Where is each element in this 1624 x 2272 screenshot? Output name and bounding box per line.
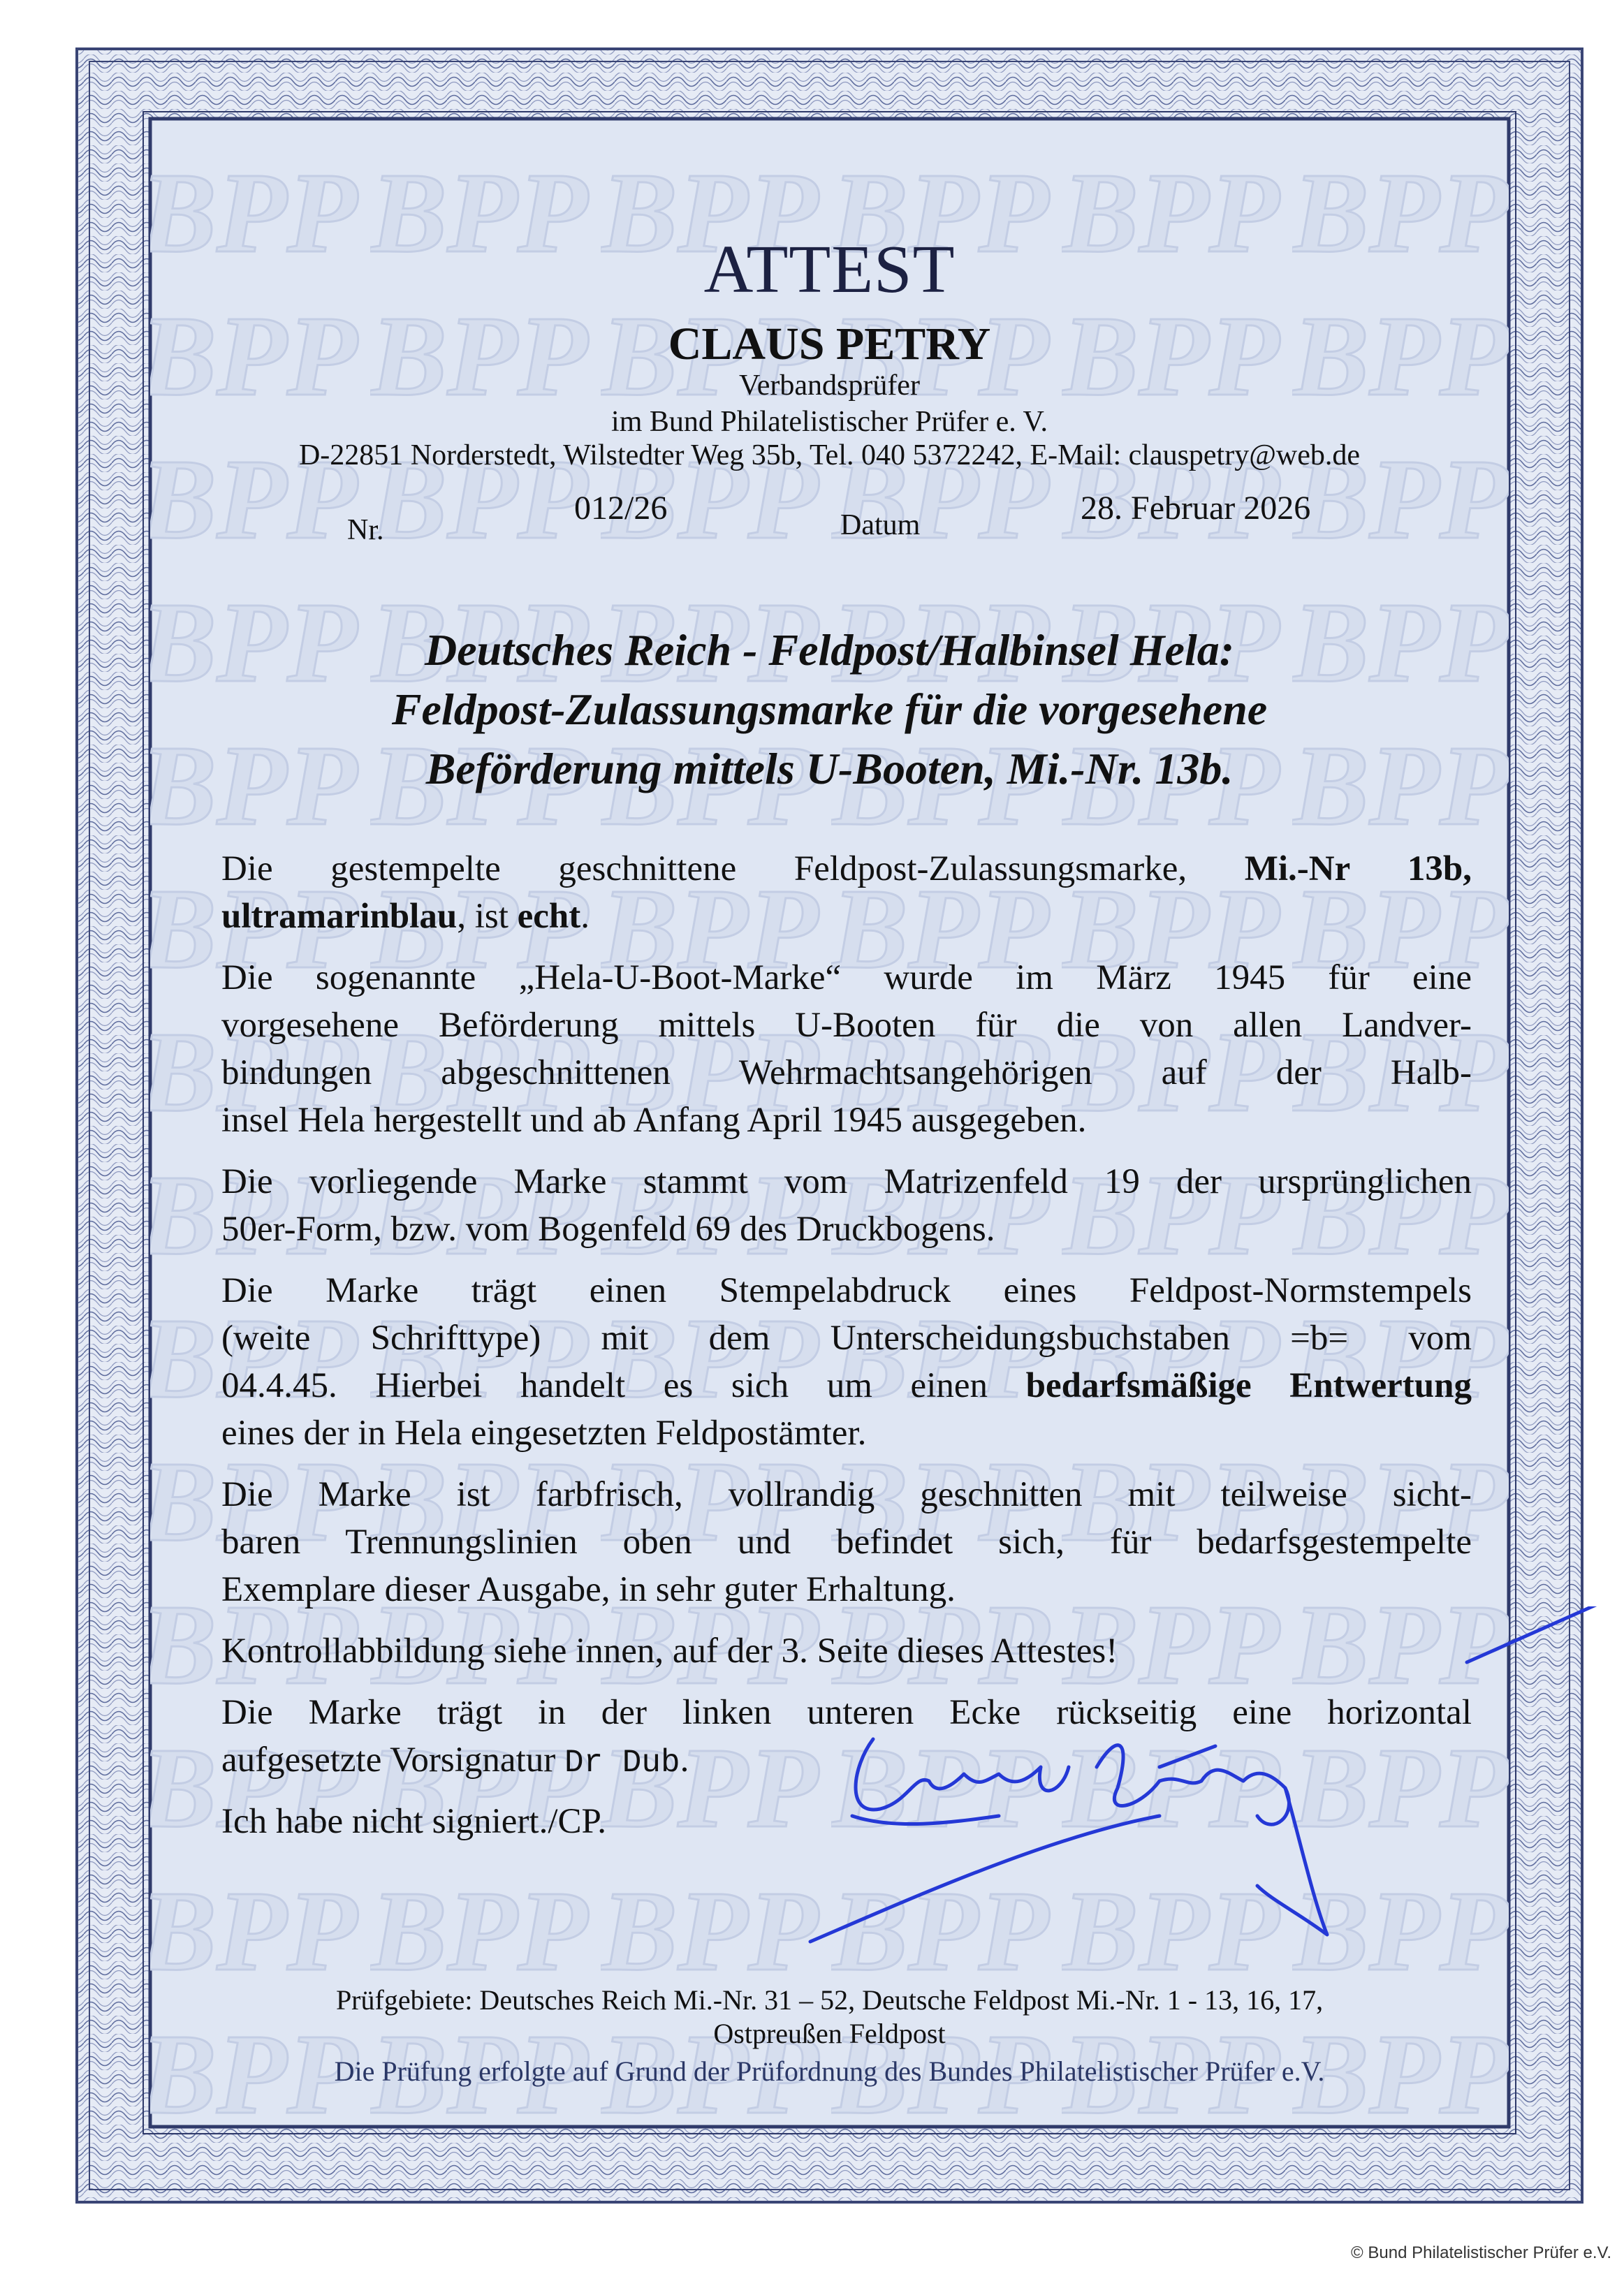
certificate-title: ATTEST	[703, 232, 956, 307]
text: aufgesetzte Vorsignatur	[221, 1740, 564, 1780]
examiner-organization: im Bund Philatelistischer Prüfer e. V.	[611, 406, 1048, 438]
examiner-role: Verbandsprüfer	[739, 369, 920, 402]
paragraph-line	[221, 1049, 1472, 1097]
date-label: Datum	[840, 509, 921, 541]
number-label: Nr.	[347, 514, 384, 546]
text: 50er-Form, bzw. vom Bogenfeld 69 des Druckbogens.	[221, 1210, 995, 1249]
paragraph-line	[221, 1471, 1472, 1518]
text: bindungen abgeschnittenen Wehrmachtsangehörigen auf der Halb-	[221, 1053, 1472, 1092]
text: .	[580, 897, 590, 936]
paragraph-line	[221, 1158, 1472, 1205]
text: eines der in Hela eingesetzten Feldpostämter.	[221, 1414, 867, 1453]
text: , ist	[457, 897, 518, 936]
paragraph-line	[221, 1097, 1472, 1144]
text: Die gestempelte geschnittene Feldpost-Zulassungsmarke,	[221, 849, 1245, 888]
text: .	[680, 1740, 689, 1780]
text: insel Hela hergestellt und ab Anfang April 1945 ausgegeben.	[221, 1101, 1087, 1140]
examination-basis: Die Prüfung erfolgte auf Grund der Prüfordnung des Bundes Philatelistischer Prüfer e.V.	[334, 2055, 1325, 2087]
text: Die Marke trägt in der linken unteren Ecke rückseitig eine horizontal	[221, 1693, 1472, 1732]
emphasis-text: ultramarinblau	[221, 897, 458, 936]
heading-line: Beförderung mittels U-Booten, Mi.-Nr. 13b.	[425, 744, 1234, 793]
paragraph-line	[221, 954, 1472, 1002]
paragraph-line	[221, 1409, 1472, 1457]
certificate-number: 012/26	[574, 490, 668, 527]
text: Die sogenannte „Hela-U-Boot-Marke“ wurde im März 1945 für eine	[221, 958, 1472, 997]
paragraph	[221, 845, 1472, 940]
certificate-heading	[150, 620, 1509, 798]
text: Die Marke trägt einen Stempelabdruck eines Feldpost-Normstempels	[221, 1271, 1472, 1310]
text: Exemplare dieser Ausgabe, in sehr guter Erhaltung.	[221, 1570, 956, 1609]
paragraph-line	[221, 845, 1472, 893]
text: Ich habe nicht signiert./CP.	[221, 1802, 606, 1841]
paragraph-line	[221, 1518, 1472, 1566]
emphasis-text: bedarfsmäßige Entwertung	[1025, 1366, 1472, 1405]
paragraph-line	[221, 1205, 1472, 1253]
paragraph-line	[221, 1267, 1472, 1314]
examiner-address: D-22851 Norderstedt, Wilstedter Weg 35b, Tel. 040 5372242, E-Mail: clauspetry@web.de	[298, 439, 1361, 471]
text: baren Trennungslinien oben und befindet sich, für bedarfsgestempelte	[221, 1523, 1472, 1562]
copyright-notice: © Bund Philatelistischer Prüfer e.V.	[1351, 2243, 1611, 2262]
examination-scope: Prüfgebiete: Deutsches Reich Mi.-Nr. 31 – 52, Deutsche Feldpost Mi.-Nr. 1 - 13, 16, 17,	[335, 1984, 1324, 2016]
paragraph-line	[221, 893, 1472, 940]
heading-line: Deutsches Reich - Feldpost/Halbinsel Hela:	[424, 625, 1235, 675]
text: Die Marke ist farbfrisch, vollrandig geschnitten mit teilweise sicht-	[221, 1475, 1472, 1514]
text: Die vorliegende Marke stammt vom Matrizenfeld 19 der ursprünglichen	[221, 1162, 1472, 1201]
text: 04.4.45. Hierbei handelt es sich um einen	[221, 1366, 1026, 1405]
examination-scope-cont: Ostpreußen Feldpost	[713, 2018, 946, 2049]
certificate-date: 28. Februar 2026	[1081, 490, 1311, 527]
paragraph-line	[221, 1002, 1472, 1049]
pre-signature-text: Dr Dub	[564, 1745, 680, 1781]
handwritten-signature	[768, 1606, 1624, 1956]
paragraph	[221, 1267, 1472, 1457]
text: (weite Schrifttype) mit dem Unterscheidungsbuchstaben =b= vom	[221, 1319, 1472, 1358]
paragraph	[221, 1158, 1472, 1253]
examiner-name: CLAUS PETRY	[668, 318, 991, 369]
paragraph	[221, 1471, 1472, 1613]
text: vorgesehene Beförderung mittels U-Booten für die von allen Landver-	[221, 1006, 1472, 1045]
emphasis-text: echt	[517, 897, 581, 936]
emphasis-text: Mi.-Nr 13b,	[1244, 849, 1472, 888]
paragraph-line	[221, 1314, 1472, 1362]
paragraph-line	[221, 1362, 1472, 1409]
paragraph	[221, 954, 1472, 1144]
text: Kontrollabbildung siehe innen, auf der 3. Seite dieses Attestes!	[221, 1632, 1118, 1671]
heading-line: Feldpost-Zulassungsmarke für die vorgesehene	[391, 684, 1268, 734]
